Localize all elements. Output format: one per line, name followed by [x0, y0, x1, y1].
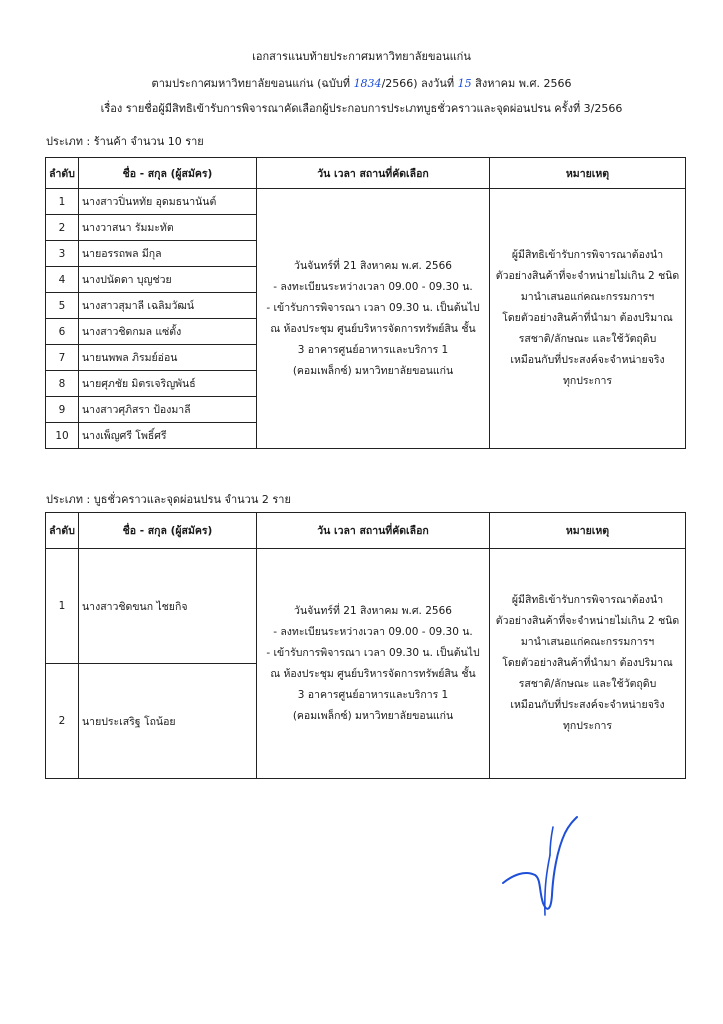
applicant-name: นางเพ็ญศรี โพธิ์ศรี: [79, 423, 257, 449]
selection-schedule: [257, 549, 490, 779]
row-number: 2: [46, 215, 79, 241]
remark-line: ทุกประการ: [562, 720, 613, 732]
section1-table: [45, 157, 686, 449]
col-header-no: ลำดับ: [46, 513, 79, 549]
col-header-schedule: วัน เวลา สถานที่คัดเลือก: [257, 158, 490, 189]
remark-line: รสชาติ/ลักษณะ และใช้วัตถุดิบ: [518, 678, 657, 690]
remark-line: รสชาติ/ลักษณะ และใช้วัตถุดิบ: [518, 333, 657, 345]
header-suffix: สิงหาคม พ.ศ. 2566: [471, 77, 572, 90]
applicant-name: นางสาวสุมาลี เฉลิมวัฒน์: [79, 293, 257, 319]
row-number: 9: [46, 397, 79, 423]
row-number: 2: [46, 664, 79, 779]
remark-line: เหมือนกับที่ประสงค์จะจำหน่ายจริง: [510, 699, 665, 711]
remark: [490, 549, 686, 779]
col-header-schedule: วัน เวลา สถานที่คัดเลือก: [257, 513, 490, 549]
header-mid: /2566) ลงวันที่: [381, 77, 458, 90]
schedule-line: ณ ห้องประชุม ศูนย์บริหารจัดการทรัพย์สิน ชั้น: [270, 667, 476, 680]
col-header-name: ชื่อ - สกุล (ผู้สมัคร): [79, 158, 257, 189]
schedule-line: วันจันทร์ที่ 21 สิงหาคม พ.ศ. 2566: [294, 604, 452, 617]
remark-line: มานำเสนอแก่คณะกรรมการฯ: [520, 291, 655, 303]
row-number: 4: [46, 267, 79, 293]
schedule-line: วันจันทร์ที่ 21 สิงหาคม พ.ศ. 2566: [294, 259, 452, 272]
applicant-name: นางวาสนา รัมมะทัต: [79, 215, 257, 241]
remark-line: เหมือนกับที่ประสงค์จะจำหน่ายจริง: [510, 354, 665, 366]
col-header-remark: หมายเหตุ: [490, 513, 686, 549]
doc-header-subject: เรื่อง รายชื่อผู้มีสิทธิเข้ารับการพิจารณาคัดเลือกผู้ประกอบการประเภทบูธชั่วคราวและจุดผ่อนปรน ครั้งที่ 3/2566: [100, 102, 623, 115]
schedule-line: (คอมเพล็กซ์) มหาวิทยาลัยขอนแก่น: [292, 364, 454, 377]
applicant-name: นางปนัดดา บุญช่วย: [79, 267, 257, 293]
applicant-name: นางสาวชิดกมล แซ่ตั้ง: [79, 319, 257, 345]
table-row: [46, 189, 686, 215]
remark-line: ทุกประการ: [562, 375, 613, 387]
row-number: 1: [46, 549, 79, 664]
schedule-line: - ลงทะเบียนระหว่างเวลา 09.00 - 09.30 น.: [273, 625, 473, 638]
applicant-name: นางสาวศุภิสรา ป้องมาลี: [79, 397, 257, 423]
col-header-no: ลำดับ: [46, 158, 79, 189]
header-prefix: ตามประกาศมหาวิทยาลัยขอนแก่น (ฉบับที่: [151, 77, 354, 90]
remark-line: มานำเสนอแก่คณะกรรมการฯ: [520, 636, 655, 648]
remark-line: โดยตัวอย่างสินค้าที่นำมา ต้องปริมาณ: [502, 312, 673, 324]
table-header-row: [46, 513, 686, 549]
row-number: 8: [46, 371, 79, 397]
applicant-name: นางสาวปิ่นหทัย อุดมธนานันต์: [79, 189, 257, 215]
announcement-number-handwritten: 1834: [353, 77, 382, 90]
section1-title: ประเภท : ร้านค้า จำนวน 10 ราย: [46, 135, 204, 148]
remark-line: ผู้มีสิทธิเข้ารับการพิจารณาต้องนำ: [511, 594, 664, 606]
handwritten-signature: [495, 815, 595, 925]
applicant-name: นายศุภชัย มิตรเจริญพันธ์: [79, 371, 257, 397]
schedule-line: - ลงทะเบียนระหว่างเวลา 09.00 - 09.30 น.: [273, 280, 473, 293]
row-number: 6: [46, 319, 79, 345]
row-number: 1: [46, 189, 79, 215]
applicant-name: นายนพพล ภิรมย์อ่อน: [79, 345, 257, 371]
remark-line: ตัวอย่างสินค้าที่จะจำหน่ายไม่เกิน 2 ชนิด: [495, 270, 680, 282]
schedule-line: 3 อาคารศูนย์อาหารและบริการ 1: [297, 688, 449, 701]
remark-line: โดยตัวอย่างสินค้าที่นำมา ต้องปริมาณ: [502, 657, 673, 669]
announcement-day-handwritten: 15: [457, 77, 472, 90]
schedule-line: (คอมเพล็กซ์) มหาวิทยาลัยขอนแก่น: [292, 709, 454, 722]
row-number: 5: [46, 293, 79, 319]
doc-header-line1: เอกสารแนบท้ายประกาศมหาวิทยาลัยขอนแก่น: [252, 50, 471, 63]
applicant-name: นายอรรถพล มีกุล: [79, 241, 257, 267]
table-header-row: [46, 158, 686, 189]
row-number: 7: [46, 345, 79, 371]
schedule-line: - เข้ารับการพิจารณา เวลา 09.30 น. เป็นต้นไป: [266, 646, 480, 659]
remark: [490, 189, 686, 449]
schedule-line: 3 อาคารศูนย์อาหารและบริการ 1: [297, 343, 449, 356]
applicant-name: นายประเสริฐ โถน้อย: [79, 664, 257, 779]
col-header-name: ชื่อ - สกุล (ผู้สมัคร): [79, 513, 257, 549]
remark-line: ตัวอย่างสินค้าที่จะจำหน่ายไม่เกิน 2 ชนิด: [495, 615, 680, 627]
row-number: 3: [46, 241, 79, 267]
table-row: [46, 549, 686, 664]
section2-title: ประเภท : บูธชั่วคราวและจุดผ่อนปรน จำนวน 2 ราย: [46, 493, 291, 506]
selection-schedule: [257, 189, 490, 449]
schedule-line: ณ ห้องประชุม ศูนย์บริหารจัดการทรัพย์สิน ชั้น: [270, 322, 476, 335]
section2-table: [45, 512, 686, 779]
col-header-remark: หมายเหตุ: [490, 158, 686, 189]
schedule-line: - เข้ารับการพิจารณา เวลา 09.30 น. เป็นต้นไป: [266, 301, 480, 314]
row-number: 10: [46, 423, 79, 449]
remark-line: ผู้มีสิทธิเข้ารับการพิจารณาต้องนำ: [511, 249, 664, 261]
applicant-name: นางสาวชิดขนก ไชยกิจ: [79, 549, 257, 664]
doc-header-line2: [0, 74, 723, 92]
